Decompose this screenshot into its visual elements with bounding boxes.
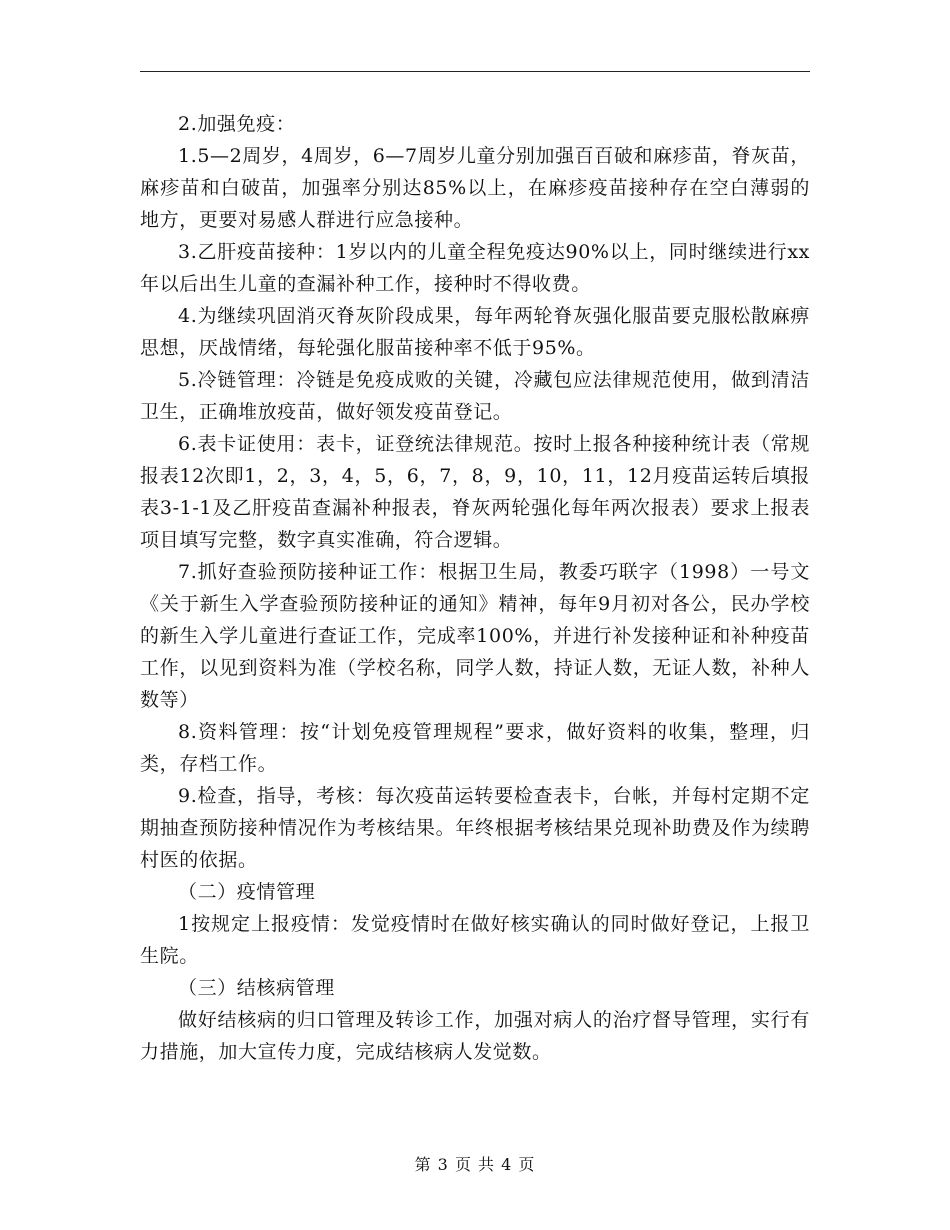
paragraph-tuberculosis: 做好结核病的归口管理及转诊工作，加强对病人的治疗督导管理，实行有力措施，加大宣传力度，完成结核病人发觉数。 <box>140 1009 810 1063</box>
paragraph-forms-cards: 6.表卡证使用：表卡，证登统法律规范。按时上报各种接种统计表（常规报表12次即1，2，3，4，5，6，7，8，9，10，11，12月疫苗运转后填报表3-1-1及乙肝疫苗查漏补种报表，脊灰两轮强化每年两次报表）要求上报表项目填写完整，数字真实准确，符合逻辑。 <box>140 433 810 551</box>
section-heading-epidemic: （二）疫情管理 <box>178 881 316 903</box>
header-rule <box>140 71 810 72</box>
page-number: 第 3 页 共 4 页 <box>414 1155 536 1174</box>
paragraph-booster-title: 2.加强免疫： <box>178 113 296 135</box>
paragraph-vaccination-certificate: 7.抓好查验预防接种证工作：根据卫生局，教委巧联字（1998）一号文《关于新生入学查验预防接种证的通知》精神，每年9月初对各公，民办学校的新生入学儿童进行查证工作，完成率100%，并进行补发接种证和补种疫苗工作，以见到资料为准（学校名称，同学人数，持证人数，无证人数，补种人数等） <box>140 561 810 711</box>
document-body <box>140 108 810 1068</box>
paragraph-polio: 4.为继续巩固消灭脊灰阶段成果，每年两轮脊灰强化服苗要克服松散麻痹思想，厌战情绪，每轮强化服苗接种率不低于95%。 <box>140 305 810 359</box>
paragraph-records: 8.资料管理：按“计划免疫管理规程”要求，做好资料的收集，整理，归类，存档工作。 <box>140 721 810 775</box>
paragraph-hepatitis-b: 3.乙肝疫苗接种：1岁以内的儿童全程免疫达90%以上，同时继续进行xx年以后出生儿童的查漏补种工作，接种时不得收费。 <box>140 241 810 295</box>
paragraph-inspection: 9.检查，指导，考核：每次疫苗运转要检查表卡，台帐，并每村定期不定期抽查预防接种情况作为考核结果。年终根据考核结果兑现补助费及作为续聘村医的依据。 <box>140 785 810 871</box>
section-heading-tuberculosis: （三）结核病管理 <box>178 977 335 999</box>
paragraph-cold-chain: 5.冷链管理：冷链是免疫成败的关键，冷藏包应法律规范使用，做到清洁卫生，正确堆放疫苗，做好领发疫苗登记。 <box>140 369 810 423</box>
paragraph-epidemic-report: 1按规定上报疫情：发觉疫情时在做好核实确认的同时做好登记，上报卫生院。 <box>140 913 810 967</box>
paragraph-booster-schedule: 1.5—2周岁，4周岁，6—7周岁儿童分别加强百百破和麻疹苗，脊灰苗，麻疹苗和白破苗，加强率分别达85%以上，在麻疹疫苗接种存在空白薄弱的地方，更要对易感人群进行应急接种。 <box>140 145 810 231</box>
